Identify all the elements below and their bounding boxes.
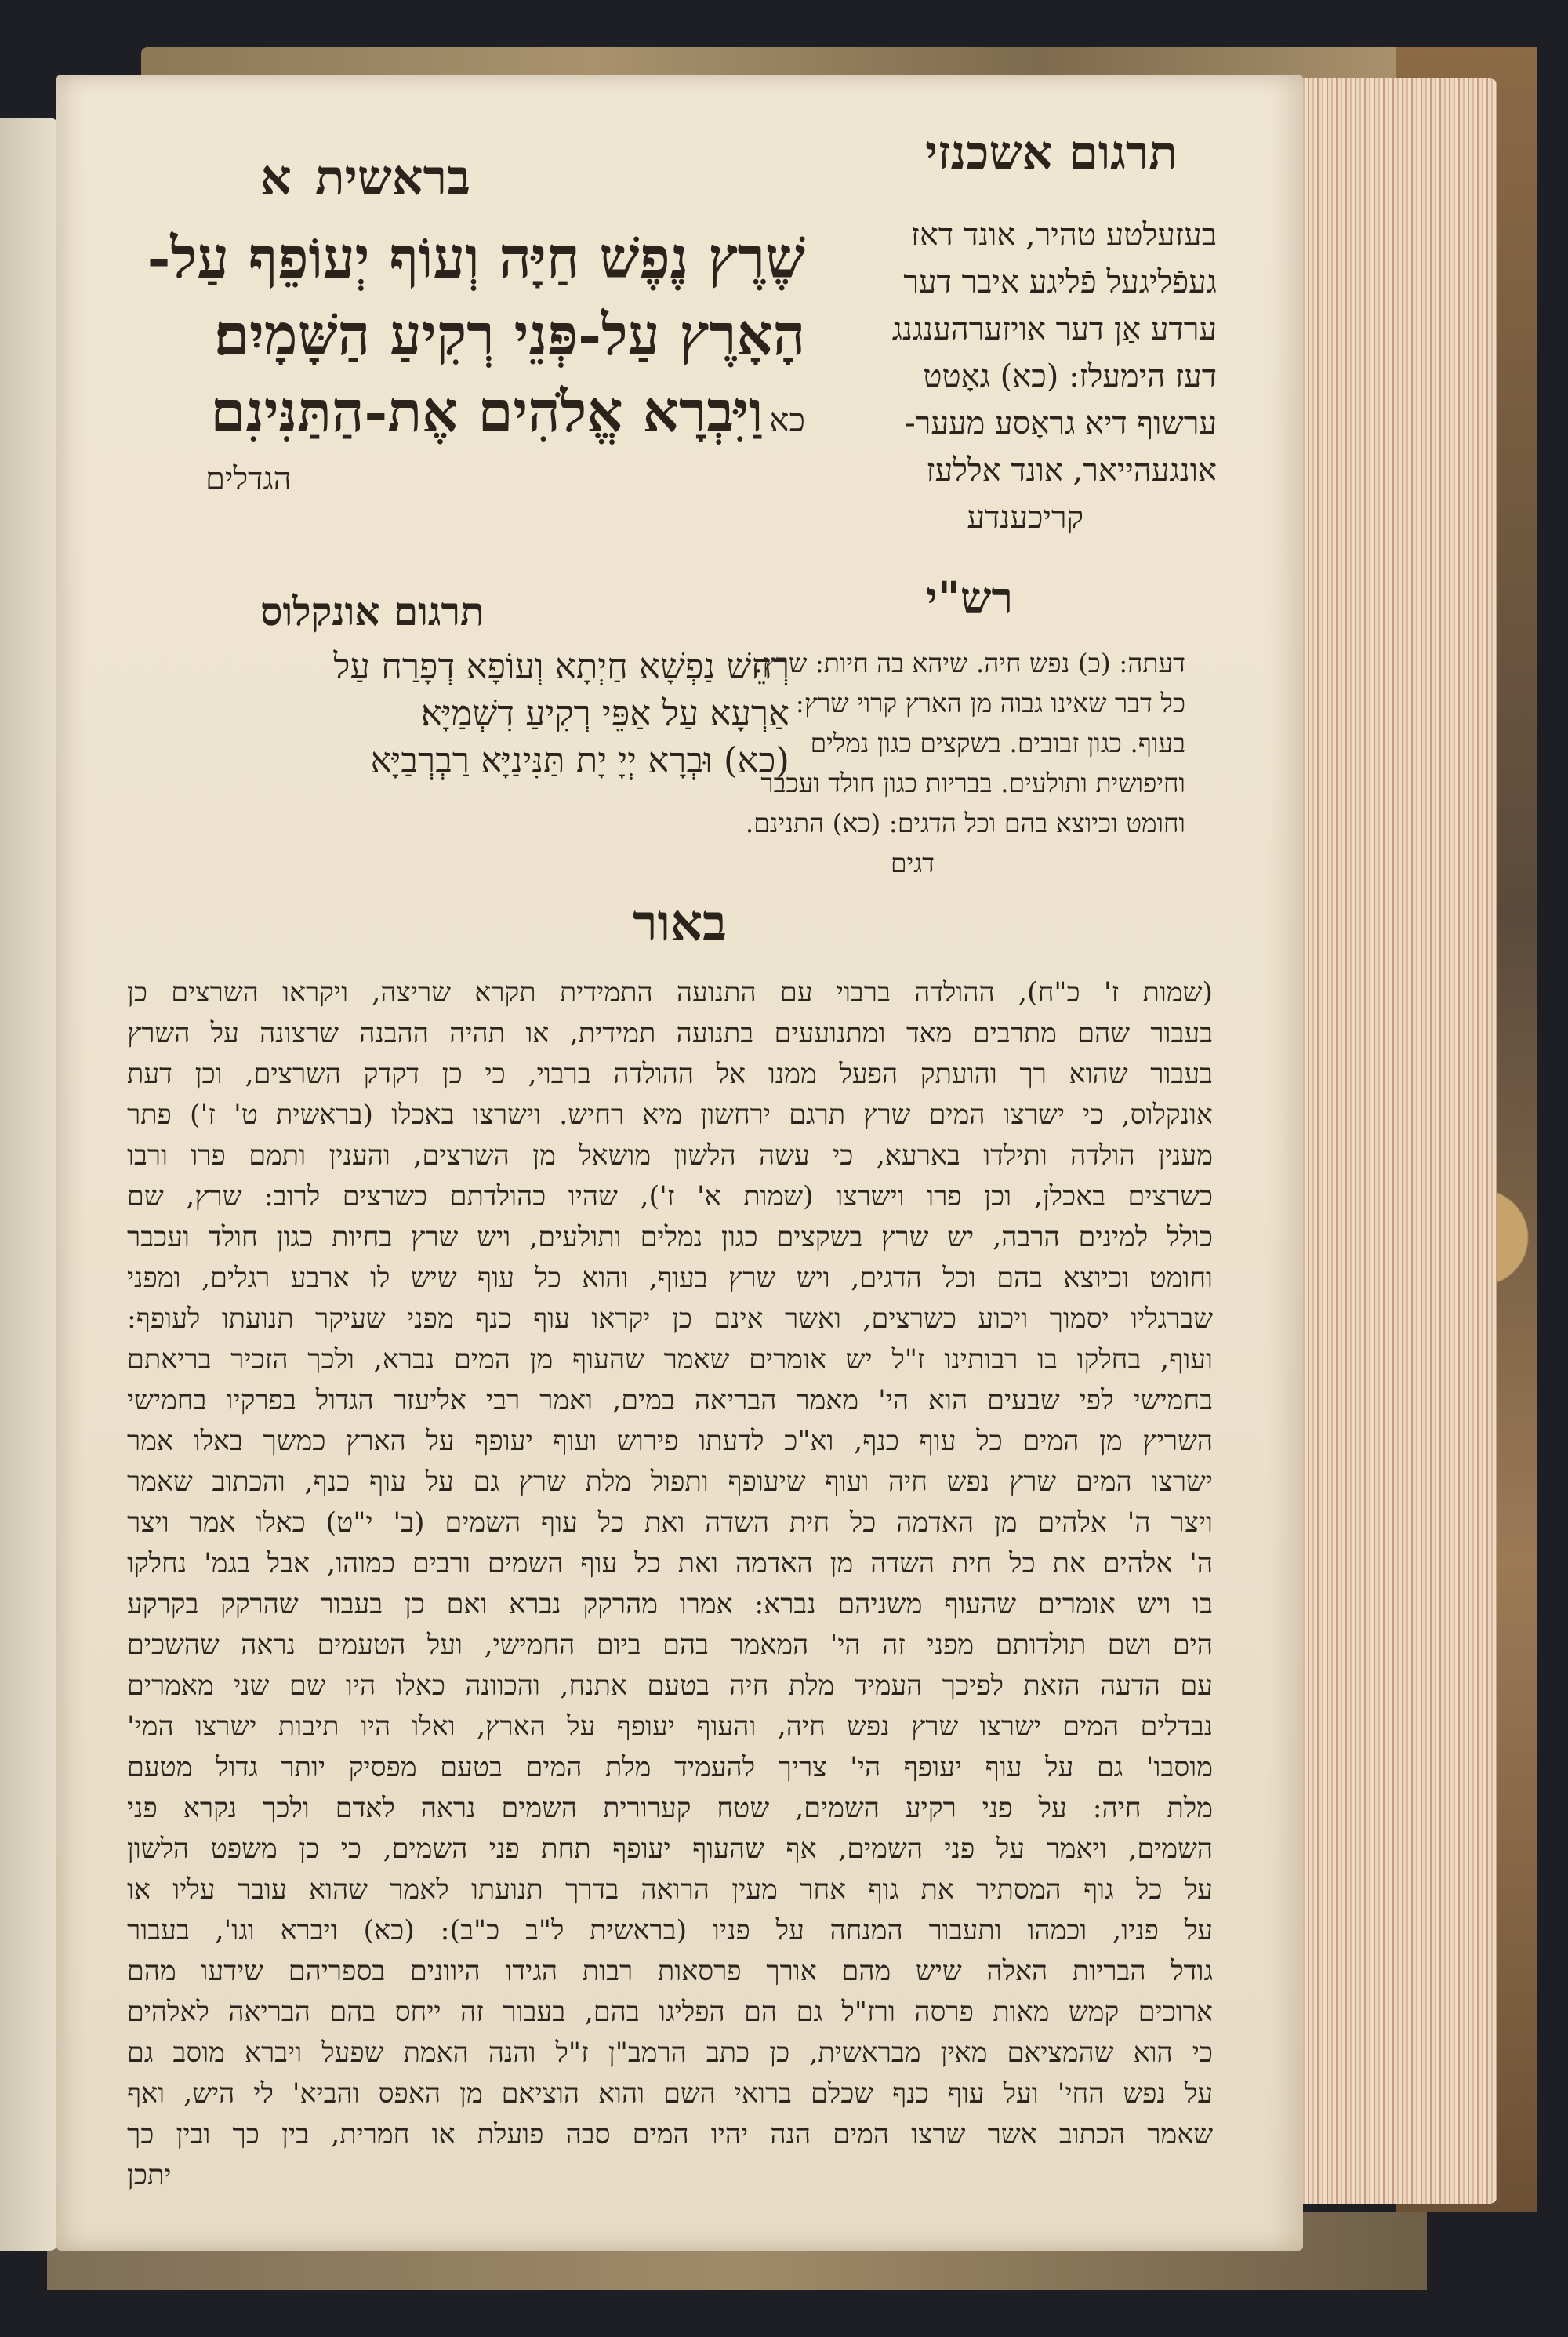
rashi-title: רש"י xyxy=(925,572,1013,624)
catchword: יתכן xyxy=(127,2160,172,2191)
ashkenazi-line: ערשוף דיא גראָסע מעער- xyxy=(905,405,1217,442)
biur-line: ועוף, בחלקו בו רבותינו ז"ל יש אומרים שאמר שהעוף מן המים נברא, ולכך הזכיר בריאתם xyxy=(127,1344,1213,1376)
ashkenazi-line: געפֿליגעל פֿליגע איבר דער xyxy=(903,264,1217,300)
ashkenazi-line: אונגעהייאר, אונד אללעז xyxy=(926,452,1217,489)
rashi-line: דגים xyxy=(890,848,935,878)
biur-line: שאמר הכתוב אשר שרצו המים הנה יהיו המים סבה פועלת או חמרית, בין כך ובין כך xyxy=(127,2119,1213,2150)
book-name: בראשית xyxy=(314,149,470,206)
facing-page-edge xyxy=(0,118,59,2251)
biur-line: ה' אלהים את כל חית השדה מן האדמה ואת כל עוף השמים ורבים כמוהו, אבל בגמ' נחלקו xyxy=(127,1548,1213,1579)
biur-line: בעבור שהוא רך והועתק הפעל ממנו אל ההולדה ברבוי, כי כן דקדק השרצים, וכן דעת xyxy=(127,1059,1213,1090)
biur-line: גודל הבריות האלה שיש מהם אורך פרסאות רבות הגידו היוונים בספריהם שידעו מהם xyxy=(127,1956,1213,1987)
chapter-number: א xyxy=(260,149,292,206)
biur-line: ארוכים קמש מאות פרסה ורז"ל גם הם הפליגו בהם, בעבור זה ייחס בהם הבריאה לאלהים xyxy=(127,1997,1213,2028)
biur-line: אונקלוס, כי ישרצו המים שרץ תרגם ירחשון מיא רחיש. וישרצו באכלו (בראשית ט' ז') פתר xyxy=(127,1099,1213,1131)
onkelos-title: תרגום אונקלוס xyxy=(260,588,485,634)
biur-line: מוסבו' גם על עוף יעופף הי' צריך להעמיד מלת המים בטעם מפסיק יותר גדול מטעם xyxy=(127,1752,1213,1783)
biur-line: נבדלים המים ישרצו שרץ נפש חיה, והעוף יעופף על הארץ, ואלו היו תיבות ישרצו המי' xyxy=(127,1711,1213,1743)
biur-line: מענין הולדה ותילדו בארעא, כי עשה הלשון מושאל מן השרצים, והענין ותמם פרו ורבו xyxy=(127,1140,1213,1172)
biur-line: על כל גוף המסתיר את גוף אחר מעין הרואה בדרך תנועתו לאמר שהוא עובר עליו או xyxy=(127,1874,1213,1906)
biur-line: מלת חיה: על פני רקיע השמים, שטח קערורית השמים נראה לאדם ולכך נקרא פני xyxy=(127,1793,1213,1824)
rashi-line: כל דבר שאינו גבוה מן הארץ קרוי שרץ: xyxy=(795,688,1185,718)
biur-line: ישרצו המים שרץ נפש חיה ועוף שיעופף ותפול מלת שרץ גם על עוף כנף, והכתוב שאמר xyxy=(127,1467,1213,1498)
biur-line: כי הוא שהמציאם מאין מבראשית, כן כתב הרמב"ן ז"ל והנה האמת שפעל ויברא מוסב גם xyxy=(127,2037,1213,2069)
onkelos-line: (כא) וּבְרָא יְיָ יָת תַּנִּינַיָּא רַבְרְבַיָּא xyxy=(370,740,789,781)
biur-commentary xyxy=(127,972,1213,2196)
torah-verse xyxy=(100,220,805,500)
biur-line: כולל למינים הרבה, יש שרץ בשקצים כגון נמלים ותולעים, ויש שרץ בחיות כגון חולד ועכבר xyxy=(127,1222,1213,1253)
biur-line: הים ושם תולדותם מפני זה הי' המאמר בהם ביום החמישי, ועל הטעמים נראה שהשכים xyxy=(127,1630,1213,1661)
biur-line: השריץ מן המים כל עוף כנף, וא"כ לדעתו פירוש ועוף יעופף על הארץ כמשך באלו אמר xyxy=(127,1426,1213,1457)
book-page xyxy=(56,75,1303,2251)
rashi-line: בעוף. כגון זבובים. בשקצים כגון נמלים xyxy=(810,728,1185,758)
verse-line: שֶׁרֶץ נֶפֶשׁ חַיָּה וְעוֹף יְעוֹפֵף עַל- xyxy=(147,224,805,291)
ashkenazi-line: ערדע אַן דער אויזערהענגנג xyxy=(891,311,1217,347)
biur-line: על נפש החי' ועל עוף כנף שכלם ברואי השם והוא הוציאם מן האפס והביא' לי היש, ואף xyxy=(127,2078,1213,2110)
onkelos-line: אַרְעָא עַל אַפֵּי רְקִיעַ דִשְׁמַיָּא׃ xyxy=(420,692,789,734)
rashi-line: וחומט וכיוצא בהם וכל הדגים: (כא) התנינם. xyxy=(745,808,1185,838)
biur-line: בחמישי לפי שבעים הוא הי' מאמר הבריאה במים, ואמר רבי אליעזר הגדול בפרקיו בחמישי xyxy=(127,1385,1213,1416)
rashi-commentary xyxy=(621,643,1185,883)
biur-line: כשרצים באכלן, וכן פרו וישרצו (שמות א' ז'), שהיו כהולדתם כשרצים לרוב: שרץ, שם xyxy=(127,1181,1213,1212)
verse-marker: כא xyxy=(769,401,805,439)
biur-line: וחומט וכיוצא בהם וכל הדגים, ויש שרץ בעוף, והוא כל עוף שיש לו ארבע רגלים, ומפני xyxy=(127,1263,1213,1294)
biur-line: בו ויש אומרים שהעוף משניהם נברא: אמרו מהרקק נברא ואם כן בעבור שהרקק בקרקע xyxy=(127,1589,1213,1620)
verse-line: הָאָרֶץ עַל-פְּנֵי רְקִיעַ הַשָּׁמָיִם׃ xyxy=(214,301,805,368)
ashkenazi-line: בעזעלטע טהיר, אונד דאז xyxy=(910,217,1217,253)
biur-line: (שמות ז' כ"ח), ההולדה ברבוי עם התנועה התמידית תקרא שריצה, ויקראו השרצים כן xyxy=(127,977,1213,1009)
biur-line: על פניו, וכמהו ותעבור המנחה על פניו (בראשית ל"ב כ"ב): (כא) ויברא וגו', בעבור xyxy=(127,1915,1213,1946)
ashkenazi-translation xyxy=(754,212,1217,541)
running-head xyxy=(260,149,470,207)
ashkenazi-line: דעז הימעלז: (כא) גאָטט xyxy=(923,358,1217,394)
ashkenazi-line: קריכענדע xyxy=(967,500,1083,536)
biur-line: ויצר ה' אלהים מן האדמה כל חית השדה ואת כל עוף השמים (ב' י"ט) כאלו אמר ויצר xyxy=(127,1507,1213,1539)
ashkenazi-column-title: תרגום אשכנזי xyxy=(925,125,1178,180)
rashi-line: דעתה: (כ) נפש חיה. שיהא בה חיות: שרץ. xyxy=(754,648,1185,678)
biur-line: השמים, ויאמר על פני השמים, אף שהעוף יעופף תחת פני השמים, כי כן משפט הלשון xyxy=(127,1834,1213,1865)
rashi-line: וחיפושית ותולעים. בבריות כגון חולד ועכבר xyxy=(760,768,1185,798)
verse-continuation: הגדלים xyxy=(205,461,292,497)
biur-line: עם הדעה הזאת לפיכך העמיד מלת חיה בטעם אתנח, והכוונה כאלו היו שם שני מאמרים xyxy=(127,1670,1213,1702)
biur-title: באור xyxy=(633,894,727,953)
biur-line: בעבור שהם מתרבים מאד ומתנועעים בתנועה תמידית, או תהיה ההבנה שרצונה על השרץ xyxy=(127,1018,1213,1049)
biur-line: שברגליו יסמוך ויכוע כשרצים, ואשר אינם כן יקראו עוף כנף מפני שעיקר תנועתו לעופף: xyxy=(127,1303,1213,1335)
onkelos-line: רְחֵשׁ נַפְשָׁא חַיְתָא וְעוֹפָא דְפָרַח עַל xyxy=(333,645,789,687)
verse-line: וַיִּבְרָא אֱלֹהִים אֶת-הַתַּנִּינִם xyxy=(210,378,764,445)
